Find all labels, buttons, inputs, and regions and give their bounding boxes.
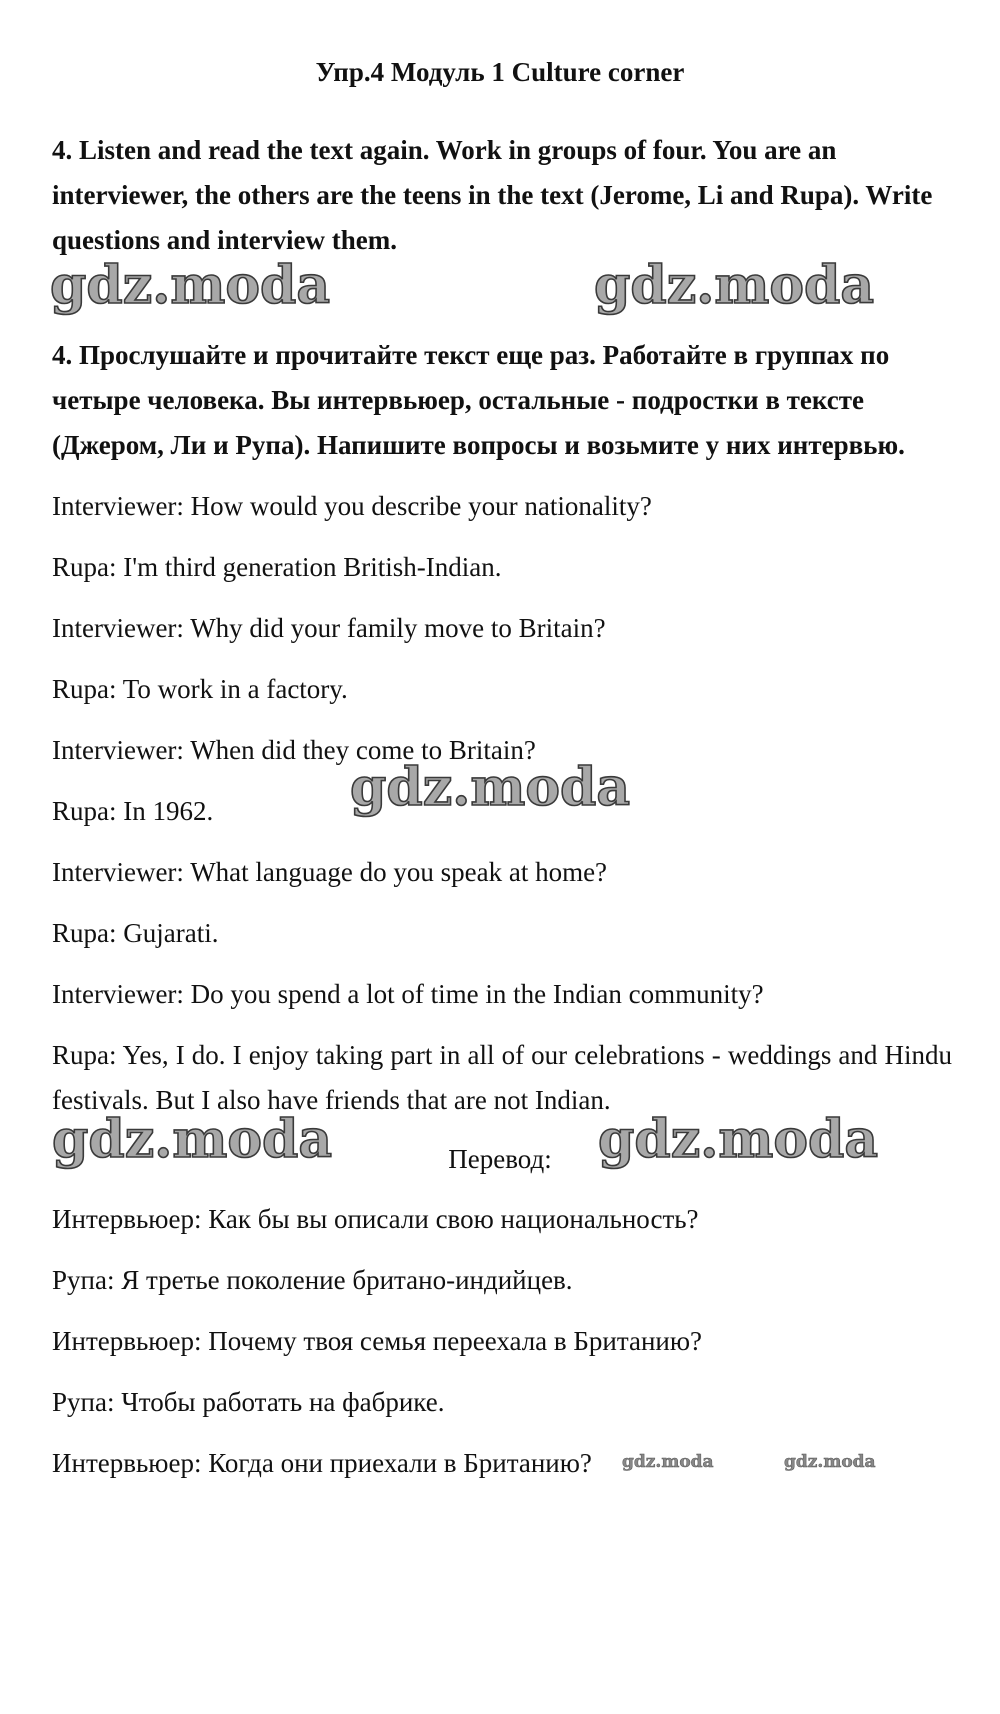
watermark-logo: gdz.moda	[52, 1109, 333, 1170]
watermark-logo-small: gdz.moda	[784, 1452, 876, 1472]
dialogue-line-en: Rupa: In 1962.	[52, 796, 214, 826]
dialogue-line-en: Interviewer: Do you spend a lot of time in the Indian community?	[52, 979, 764, 1009]
dialogue-line-ru: Рупа: Я третье поколение британо-индийцев.	[52, 1265, 573, 1295]
watermark-logo: gdz.moda	[594, 255, 875, 316]
task-russian: 4. Прослушайте и прочитайте текст еще раз. Работайте в группах по четыре человека. Вы интервьюер, остальные - подростки в тексте (Джером, Ли и Рупа). Напишите вопросы и возьмите у них интервью.	[52, 340, 905, 460]
dialogue-line-ru: Интервьюер: Когда они приехали в Британию?	[52, 1448, 592, 1478]
task-english: 4. Listen and read the text again. Work in groups of four. You are an interviewer, the others are the teens in the text (Jerome, Li and Rupa). Write questions and interview them.	[52, 135, 933, 255]
dialogue-line-en: Rupa: I'm third generation British-Indian.	[52, 552, 502, 582]
dialogue-line-en: Interviewer: What language do you speak at home?	[52, 857, 608, 887]
page-title: Упр.4 Модуль 1 Culture corner	[315, 57, 685, 87]
dialogue-line-en: Rupa: Yes, I do. I enjoy taking part in all of our celebrations - weddings and Hindu festivals. But I also have friends that are not Indian.	[52, 1040, 952, 1115]
dialogue-line-en: Interviewer: How would you describe your nationality?	[52, 491, 652, 521]
dialogue-line-en: Interviewer: Why did your family move to Britain?	[52, 613, 606, 643]
dialogue-line-en: Interviewer: When did they come to Britain?	[52, 735, 536, 765]
translation-label: Перевод:	[448, 1144, 552, 1174]
dialogue-line-en: Rupa: To work in a factory.	[52, 674, 348, 704]
dialogue-line-ru: Интервьюер: Как бы вы описали свою национальность?	[52, 1204, 699, 1234]
dialogue-line-ru: Интервьюер: Почему твоя семья переехала в Британию?	[52, 1326, 703, 1356]
watermark-logo: gdz.moda	[350, 757, 631, 818]
watermark-logo: gdz.moda	[50, 255, 331, 316]
watermark-logo-small: gdz.moda	[622, 1452, 714, 1472]
watermark-logo: gdz.moda	[598, 1109, 879, 1170]
dialogue-line-ru: Рупа: Чтобы работать на фабрике.	[52, 1387, 445, 1417]
dialogue-line-en: Rupa: Gujarati.	[52, 918, 219, 948]
